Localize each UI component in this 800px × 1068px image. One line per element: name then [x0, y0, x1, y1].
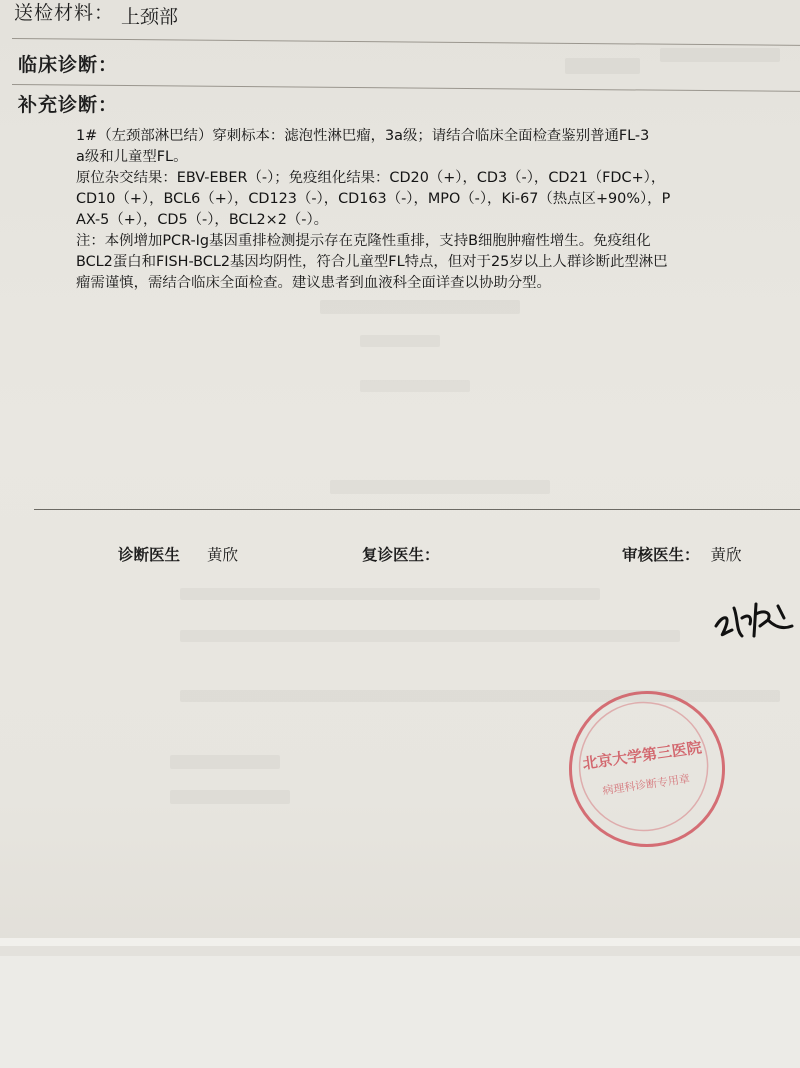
audit-doctor-name: 黄欣 — [710, 546, 742, 564]
hospital-seal — [559, 681, 735, 857]
handwritten-signature — [712, 596, 800, 646]
diagnosing-doctor-name: 黄欣 — [206, 546, 238, 564]
specimen-value: 上颈部 — [121, 6, 179, 28]
diagnosis-line: 瘤需谨慎，需结合临床全面检查。建议患者到血液科全面详查以协助分型。 — [76, 275, 551, 291]
specimen-label: 送检材料： — [14, 2, 115, 24]
audit-doctor — [622, 543, 741, 565]
diagnosis-line: BCL2蛋白和FISH-BCL2基因均阴性，符合儿童型FL特点，但对于25岁以上人群诊断此型淋巴 — [76, 254, 668, 270]
clinical-dx-label: 临床诊断： — [18, 54, 119, 76]
audit-doctor-label: 审核医生： — [622, 546, 700, 564]
diagnosis-line: AX-5（+），CD5（-），BCL2×2（-）。 — [76, 212, 329, 228]
diagnosing-doctor-label: 诊断医生 — [118, 546, 181, 564]
paper-edge — [0, 938, 800, 946]
seal-ring-icon — [562, 685, 725, 848]
diagnosing-doctor — [118, 543, 238, 565]
paper-edge — [0, 946, 800, 956]
diagnosis-line: CD10（+），BCL6（+），CD123（-），CD163（-），MPO（-），Ki-67（热点区+90%），P — [76, 191, 671, 207]
divider — [12, 84, 800, 92]
diagnosis-line: 注：本例增加PCR-Ig基因重排检测提示存在克隆性重排，支持B细胞肿瘤性增生。免疫组化 — [76, 233, 651, 249]
paper-edge — [0, 956, 800, 1068]
diagnosis-line: a级和儿童型FL。 — [76, 149, 188, 165]
seal-subtext: 病理科诊断专用章 — [601, 772, 691, 798]
diagnosis-line: 1#（左颈部淋巴结）穿刺标本：滤泡性淋巴瘤，3a级；请结合临床全面检查鉴别普通FL-3 — [76, 128, 650, 144]
divider — [34, 509, 800, 510]
review-doctor — [362, 543, 440, 565]
divider — [12, 38, 800, 46]
review-doctor-label: 复诊医生： — [362, 546, 440, 564]
seal-text: 北京大学第三医院 — [581, 738, 703, 773]
diagnosis-line: 原位杂交结果：EBV-EBER（-）；免疫组化结果：CD20（+），CD3（-），CD21（FDC+）， — [76, 170, 666, 186]
supplementary-dx-label: 补充诊断： — [18, 94, 119, 116]
